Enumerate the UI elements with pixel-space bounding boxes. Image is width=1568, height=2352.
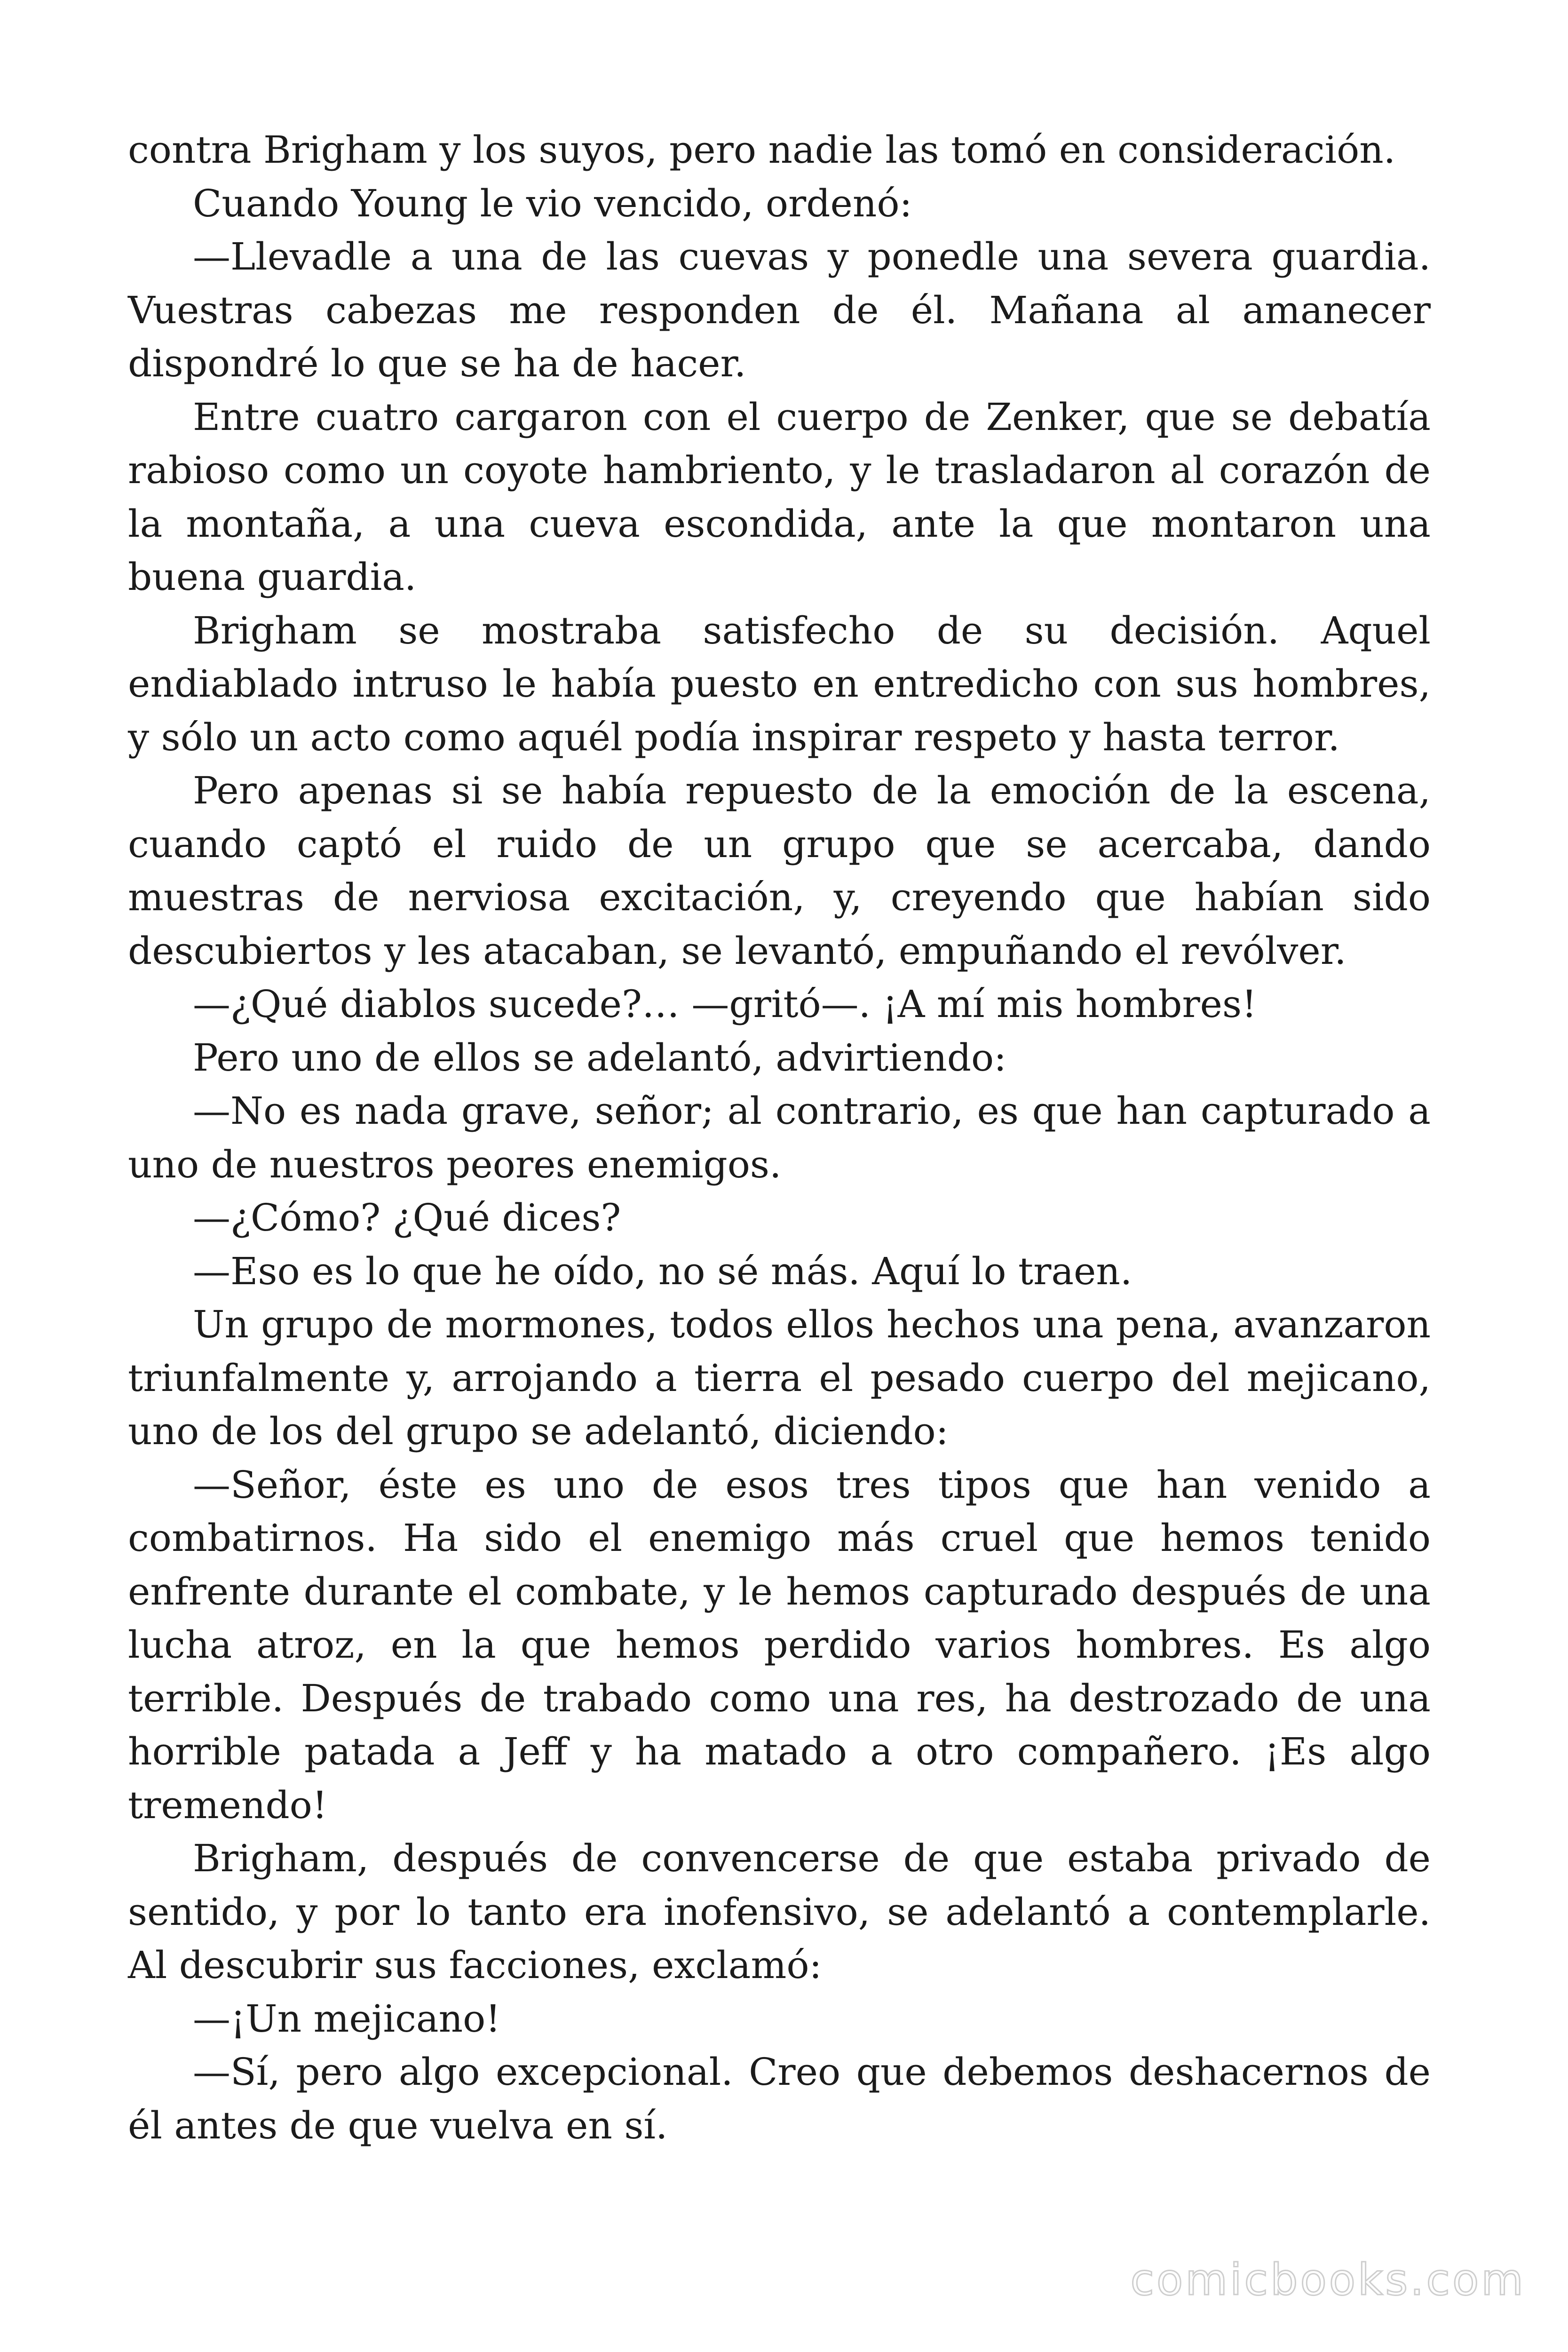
paragraph: —Sí, pero algo excepcional. Creo que debemos deshacernos de él antes de que vuelva en sí. (128, 2050, 1431, 2147)
paragraph: Brigham se mostraba satisfecho de su decisión. Aquel endiablado intruso le había puesto en entredicho con sus hombres, y sólo un acto como aquél podía inspirar respeto y hasta terror. (128, 608, 1431, 759)
paragraph: —¿Cómo? ¿Qué dices? (193, 1196, 621, 1240)
watermark: comicbooks.com (1130, 2255, 1526, 2305)
paragraph: Pero apenas si se había repuesto de la emoción de la escena, cuando captó el ruido de un grupo que se acercaba, dando muestras de nerviosa excitación, y, creyendo que habían sido descubiertos y les atacaban, se levantó, empuñando el revólver. (128, 769, 1431, 973)
paragraph: —Llevadle a una de las cuevas y ponedle una severa guardia. Vuestras cabezas me responden de él. Mañana al amanecer dispondré lo que se ha de hacer. (128, 235, 1431, 385)
paragraph: Pero uno de ellos se adelantó, advirtiendo: (193, 1035, 1007, 1080)
page-text (128, 123, 1431, 2152)
paragraph: Brigham, después de convencerse de que estaba privado de sentido, y por lo tanto era inofensivo, se adelantó a contemplarle. Al descubrir sus facciones, exclamó: (128, 1836, 1431, 1987)
paragraph: Entre cuatro cargaron con el cuerpo de Zenker, que se debatía rabioso como un coyote hambriento, y le trasladaron al corazón de la montaña, a una cueva escondida, ante la que montaron una buena guardia. (128, 395, 1431, 599)
paragraph: contra Brigham y los suyos, pero nadie las tomó en consideración. (128, 128, 1396, 172)
paragraph: Un grupo de mormones, todos ellos hechos una pena, avanzaron triunfalmente y, arrojando a tierra el pesado cuerpo del mejicano, uno de los del grupo se adelantó, diciendo: (128, 1303, 1431, 1453)
paragraph: —Eso es lo que he oído, no sé más. Aquí lo traen. (193, 1249, 1132, 1293)
paragraph: —¿Qué diablos sucede?… —gritó—. ¡A mí mis hombres! (193, 982, 1257, 1026)
paragraph: —Señor, éste es uno de esos tres tipos que han venido a combatirnos. Ha sido el enemigo más cruel que hemos tenido enfrente durante el combate, y le hemos capturado después de una lucha atroz, en la que hemos perdido varios hombres. Es algo terrible. Después de trabado como una res, ha destrozado de una horrible patada a Jeff y ha matado a otro compañero. ¡Es algo tremendo! (128, 1462, 1431, 1827)
paragraph: Cuando Young le vio vencido, ordenó: (193, 181, 912, 225)
paragraph: —No es nada grave, señor; al contrario, es que han capturado a uno de nuestros peores enemigos. (128, 1089, 1431, 1186)
paragraph: —¡Un mejicano! (193, 1996, 501, 2041)
